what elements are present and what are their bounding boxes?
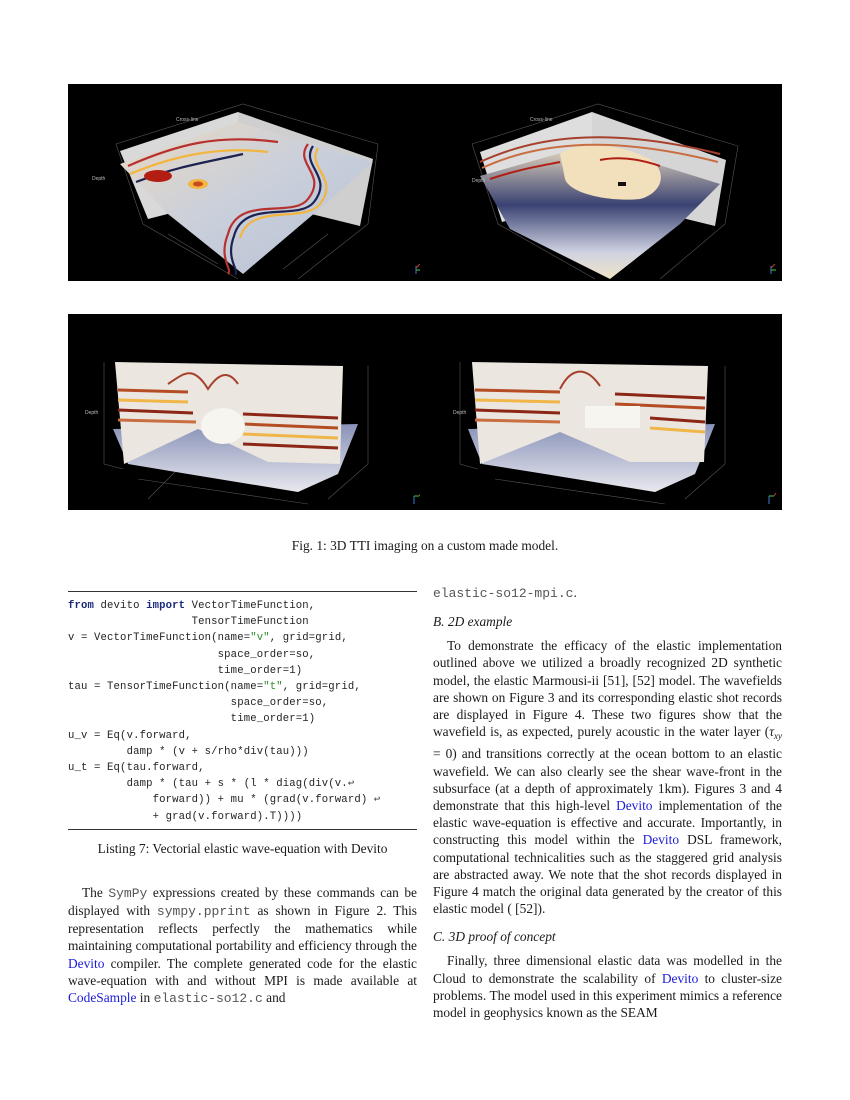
text: and — [262, 990, 286, 1006]
code-keyword: import — [146, 600, 186, 612]
code-text: , grid=grid, — [282, 681, 361, 694]
code-keyword: from — [68, 600, 95, 612]
text: ) and transitions correctly at the ocean bottom to an elastic wavefield. We can also clearly see the shear wave-front in the subsurface (at a depth of approximately 1km). Figures 3 and 4 demonstrate that this high-level — [433, 746, 782, 814]
code-line — [68, 598, 417, 614]
code-line — [68, 776, 417, 792]
body-paragraph — [433, 952, 782, 1021]
code-line — [68, 792, 417, 808]
line-wrap-icon: ↩ — [373, 794, 381, 807]
axis-label-depth: Depth — [92, 176, 106, 182]
body-paragraph — [68, 884, 417, 1007]
continuation-line — [433, 584, 782, 602]
axis-label-depth: Depth — [85, 410, 99, 416]
seismic-volume-image — [68, 84, 427, 281]
math-symbol: τ — [769, 724, 774, 740]
code-line — [68, 695, 417, 711]
text: The — [82, 884, 109, 900]
code-text: + grad(v.forward).T)))) — [68, 810, 303, 823]
code-line — [68, 744, 417, 760]
text: to cluster-size problems. The model used in this experiment mimics a reference model in geophysics known as the SEAM — [433, 970, 782, 1021]
text: expressions created by these commands can be displayed with — [68, 884, 417, 919]
seismic-volume-image — [420, 314, 782, 510]
text: To demonstrate the efficacy of the elastic implementation outlined above we utilized a broadly recognized 2D synthetic model, the elastic Marmousi-ii [51], [52] model. The wavefields are shown on Figure 3 and its corresponding elastic shot records are displayed in Figure 4. These two figures show that the wavefield is, as expected, purely acoustic in the water layer ( — [433, 638, 782, 740]
code-line — [68, 630, 417, 646]
code-text: , grid=grid, — [269, 632, 348, 645]
code-text: v = VectorTimeFunction(name= — [68, 632, 251, 645]
code-line — [68, 679, 417, 695]
section-heading-2d-example: B. 2D example — [433, 614, 513, 630]
code-text: damp * (tau + s * (l * diag(div(v. — [68, 778, 348, 791]
right-column — [433, 584, 782, 1021]
devito-link[interactable]: Devito — [642, 832, 680, 848]
code-text: devito — [94, 600, 147, 612]
code-text: space_order=so, — [68, 648, 316, 661]
code-line — [68, 711, 417, 727]
text: Finally, three dimensional elastic data was modelled in the Cloud to demonstrate the scalability of — [433, 953, 782, 986]
code-text: time_order=1) — [68, 664, 303, 677]
orientation-axes-icon — [771, 264, 776, 274]
figure-panel-bottom-right — [420, 314, 782, 510]
code-text: space_order=so, — [68, 697, 329, 710]
devito-link[interactable]: Devito — [68, 955, 105, 971]
inline-code-pprint: sympy.pprint — [156, 904, 251, 920]
devito-link[interactable]: Devito — [661, 970, 699, 986]
code-text: TensorTimeFunction — [68, 616, 309, 629]
axis-label-depth: Depth — [472, 178, 486, 184]
inline-code-sympy: SymPy — [108, 885, 148, 901]
code-listing — [68, 591, 417, 830]
text: implementation of the elastic wave-equation is effective and accurate. Importantly, in constructing this model within the — [433, 798, 782, 848]
axis-label-depth: Depth — [453, 410, 467, 416]
figure-caption: Fig. 1: 3D TTI imaging on a custom made model. — [291, 538, 559, 553]
orientation-axes-icon — [769, 493, 776, 504]
listing-caption: Listing 7: Vectorial elastic wave-equation with Devito — [97, 840, 388, 856]
left-column — [68, 584, 417, 1007]
text: . — [573, 585, 577, 600]
devito-link[interactable]: Devito — [616, 798, 653, 814]
code-line — [68, 647, 417, 663]
text: compiler. The complete generated code for the elastic wave-equation with and without MPI is made available at — [68, 955, 417, 988]
code-text: damp * (v + s/rho*div(tau))) — [68, 745, 309, 758]
seismic-volume-image — [420, 84, 782, 281]
code-line — [68, 809, 417, 825]
code-text: time_order=1) — [68, 713, 316, 726]
code-line — [68, 760, 417, 776]
code-text: tau = TensorTimeFunction(name= — [68, 681, 264, 694]
code-text: forward)) + mu * (grad(v.forward) — [68, 794, 374, 807]
code-line — [68, 663, 417, 679]
inline-code-filename: elastic-so12-mpi.c — [433, 586, 574, 601]
text: in — [136, 990, 154, 1006]
figure-panel-top-left — [68, 84, 427, 281]
codesample-link[interactable]: CodeSample — [68, 990, 137, 1006]
code-text: u_v = Eq(v.forward, — [68, 729, 192, 742]
inline-code-filename: elastic-so12.c — [153, 991, 263, 1007]
section-heading-3d-proof: C. 3D proof of concept — [433, 929, 556, 945]
figure-panel-bottom-left — [68, 314, 427, 510]
seismic-volume-image — [68, 314, 427, 510]
axis-label-cross-line: Cross-line — [176, 117, 199, 123]
text: DSL framework, computational technicalities such as the staggered grid analysis are abstracted away. We note that the shot records displayed in Figure 4 match the original data generated by the creator of this elastic model ( [52]). — [433, 832, 782, 917]
text: as shown in Figure 2. This representation reflects perfectly the mathematics while maintaining computational portability and efficiency through the — [68, 903, 417, 954]
code-text: VectorTimeFunction, — [185, 600, 316, 612]
body-paragraph — [433, 637, 782, 917]
code-string: "t" — [263, 681, 283, 694]
line-wrap-icon: ↩ — [347, 778, 355, 791]
axis-label-cross-line: Cross-line — [530, 117, 553, 123]
math-tau-xy — [769, 724, 782, 742]
math-equals: = 0 — [433, 746, 453, 762]
code-line — [68, 728, 417, 744]
code-string: "v" — [250, 632, 270, 645]
code-text: u_t = Eq(tau.forward, — [68, 762, 205, 775]
code-line — [68, 614, 417, 630]
figure-panel-top-right — [420, 84, 782, 281]
math-subscript: xy — [774, 731, 782, 742]
